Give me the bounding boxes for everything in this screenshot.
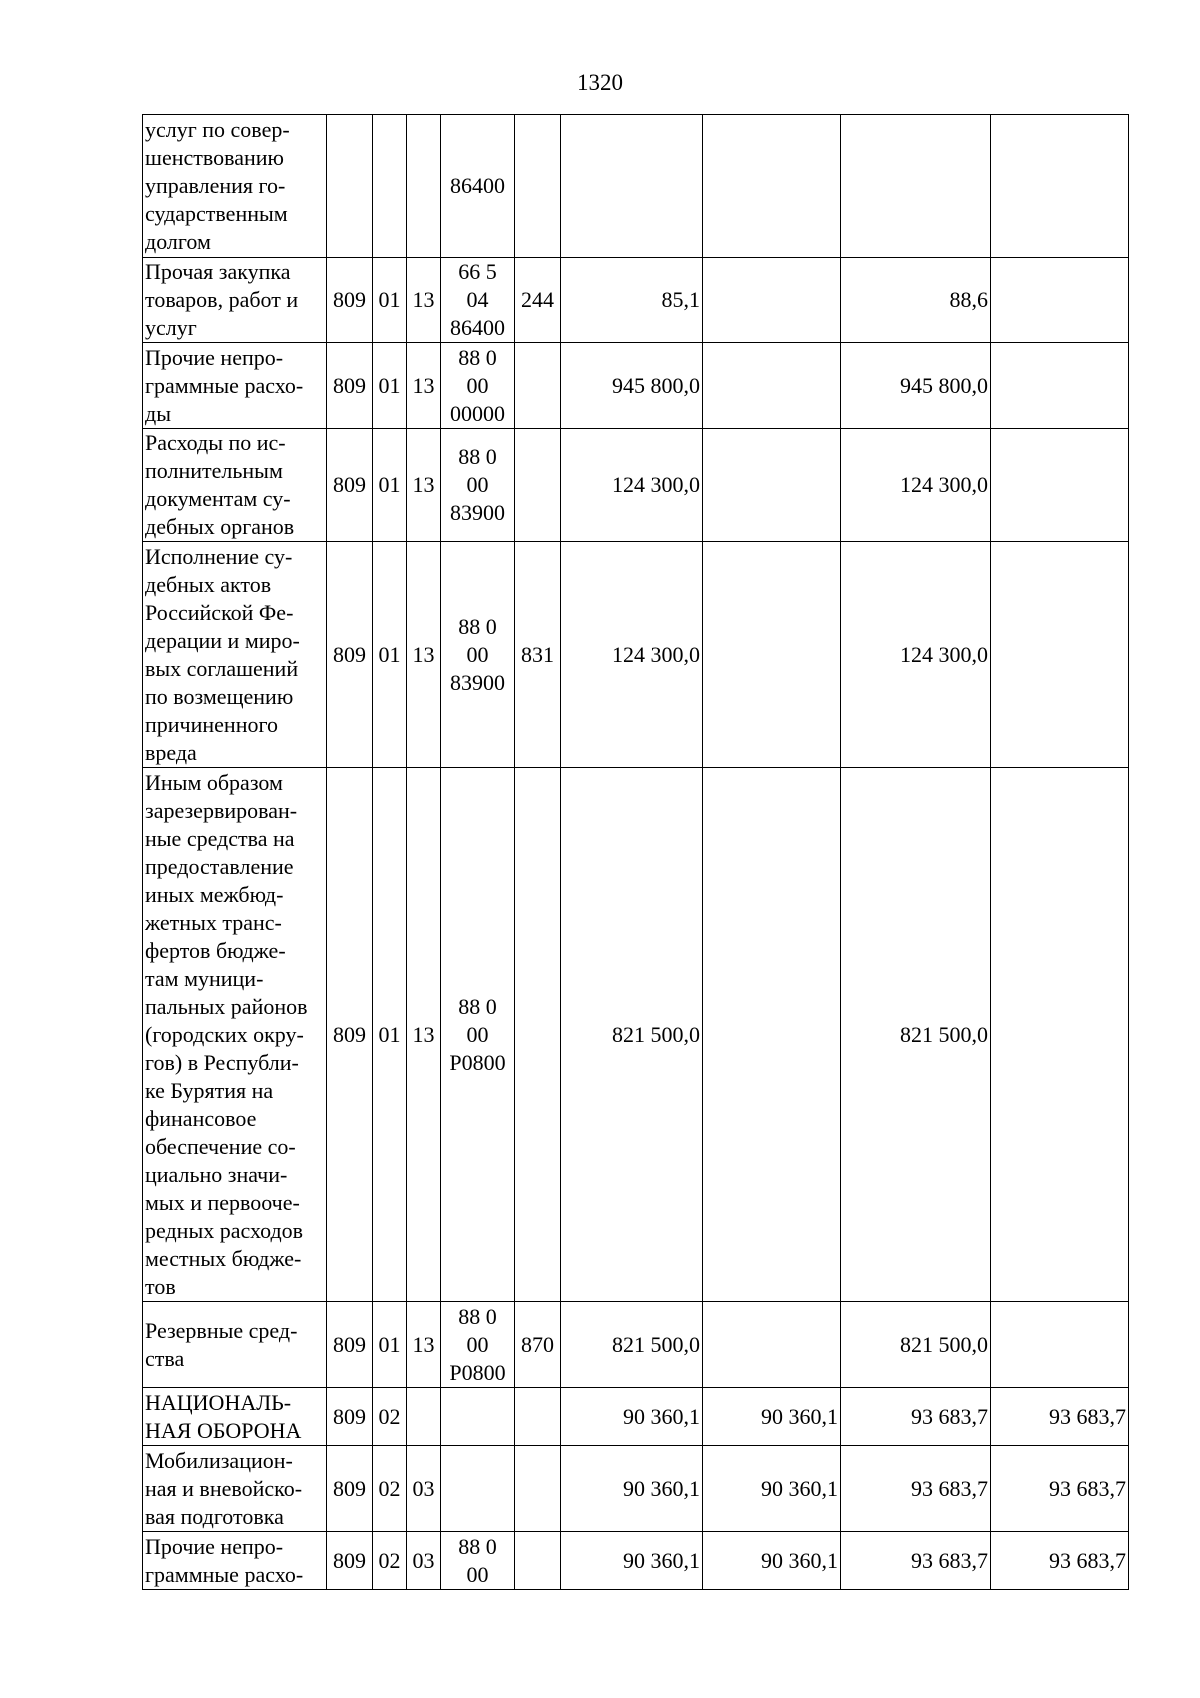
amount-cell-2 (703, 768, 841, 1302)
expense-name-line: Прочие непро- (145, 1533, 284, 1559)
expense-name-line: мых и первооче- (145, 1189, 300, 1215)
section-code-cell: 01 (373, 542, 407, 768)
table-row (143, 768, 1129, 1302)
expense-name-line: редных расходов (145, 1217, 304, 1243)
table-row (143, 542, 1129, 768)
expense-name-line: обеспечение со- (145, 1133, 296, 1159)
expense-name-line: тов (145, 1273, 176, 1299)
target-article-line: 86400 (450, 315, 505, 340)
target-article-line: 00 (466, 1021, 489, 1047)
expense-name-line: Прочая закупка (145, 259, 291, 284)
section-code-cell: 02 (373, 1532, 407, 1590)
target-article-line: 00 (466, 1331, 489, 1357)
amount-cell-3: 945 800,0 (841, 343, 991, 429)
expense-name-line: долгом (145, 229, 211, 254)
amount-cell-1: 945 800,0 (561, 343, 703, 429)
amount-cell-4 (991, 343, 1129, 429)
amount-cell-2 (703, 115, 841, 258)
section-code-cell: 02 (373, 1388, 407, 1446)
amount-cell-4 (991, 542, 1129, 768)
expense-type-cell (515, 1532, 561, 1590)
amount-cell-2 (703, 429, 841, 542)
grbs-code-cell: 809 (327, 542, 373, 768)
amount-cell-3: 93 683,7 (841, 1446, 991, 1532)
amount-cell-1: 85,1 (561, 258, 703, 343)
expense-name-line: Мобилизацион- (145, 1447, 293, 1473)
amount-cell-4: 93 683,7 (991, 1388, 1129, 1446)
amount-cell-4: 93 683,7 (991, 1532, 1129, 1590)
target-article-cell (441, 1388, 515, 1446)
expense-name-line: Прочие непро- (145, 344, 284, 370)
expense-name-line: пальных районов (145, 993, 308, 1019)
amount-cell-4 (991, 258, 1129, 343)
expense-type-cell (515, 1388, 561, 1446)
budget-table (142, 114, 1129, 1590)
amount-cell-3: 124 300,0 (841, 542, 991, 768)
target-article-line: 66 5 (458, 259, 497, 284)
target-article-line: Р0800 (449, 1359, 506, 1385)
target-article-line: 00 (466, 372, 489, 398)
amount-cell-2 (703, 542, 841, 768)
grbs-code-cell: 809 (327, 1388, 373, 1446)
target-article-line: 88 0 (458, 1303, 497, 1329)
expense-name-cell (143, 1532, 327, 1590)
table-row (143, 343, 1129, 429)
amount-cell-2: 90 360,1 (703, 1446, 841, 1532)
subsection-code-cell (407, 115, 441, 258)
amount-cell-1 (561, 115, 703, 258)
expense-name-line: (городских окру- (145, 1021, 304, 1047)
expense-name-line: вая подготовка (145, 1503, 284, 1529)
expense-name-line: ке Бурятия на (145, 1077, 274, 1103)
expense-name-line: вреда (145, 739, 197, 765)
subsection-code-cell: 13 (407, 343, 441, 429)
target-article-line: 00 (466, 641, 489, 667)
section-code-cell (373, 115, 407, 258)
expense-type-cell: 831 (515, 542, 561, 768)
target-article-cell (441, 429, 515, 542)
target-article-line: 00 (466, 1561, 489, 1587)
amount-cell-4 (991, 429, 1129, 542)
target-article-line: Р0800 (449, 1049, 506, 1075)
expense-name-line: ды (145, 400, 171, 426)
target-article-line: 00 (466, 472, 489, 497)
subsection-code-cell: 03 (407, 1532, 441, 1590)
expense-name-line: шенствованию (145, 145, 284, 170)
target-article-line: 00000 (450, 400, 505, 426)
expense-name-line: Иным образом (145, 769, 283, 795)
target-article-line: 83900 (450, 669, 505, 695)
expense-name-cell (143, 542, 327, 768)
section-code-cell: 01 (373, 429, 407, 542)
amount-cell-3: 821 500,0 (841, 1302, 991, 1388)
expense-name-line: ная и вневойско- (145, 1475, 303, 1501)
target-article-cell (441, 1532, 515, 1590)
amount-cell-3 (841, 115, 991, 258)
amount-cell-4 (991, 115, 1129, 258)
target-article-cell (441, 343, 515, 429)
expense-name-line: зарезервирован- (145, 797, 298, 823)
target-article-line: 88 0 (458, 613, 497, 639)
expense-type-cell: 870 (515, 1302, 561, 1388)
expense-name-cell (143, 115, 327, 258)
target-article-line: 88 0 (458, 444, 497, 469)
expense-name-cell (143, 258, 327, 343)
target-article-cell (441, 542, 515, 768)
amount-cell-1: 821 500,0 (561, 1302, 703, 1388)
section-code-cell: 01 (373, 1302, 407, 1388)
expense-name-line: иных межбюд- (145, 881, 284, 907)
target-article-line: 86400 (450, 173, 505, 198)
target-article-line: 88 0 (458, 993, 497, 1019)
subsection-code-cell: 13 (407, 768, 441, 1302)
subsection-code-cell: 13 (407, 429, 441, 542)
amount-cell-2: 90 360,1 (703, 1388, 841, 1446)
expense-name-line: НАЦИОНАЛЬ- (145, 1389, 292, 1415)
expense-type-cell (515, 115, 561, 258)
table-row (143, 1388, 1129, 1446)
subsection-code-cell: 13 (407, 1302, 441, 1388)
table-row (143, 1532, 1129, 1590)
table-row (143, 1446, 1129, 1532)
expense-name-line: по возмещению (145, 683, 294, 709)
section-code-cell: 01 (373, 258, 407, 343)
expense-name-cell (143, 429, 327, 542)
expense-name-line: Российской Фе- (145, 599, 294, 625)
section-code-cell: 01 (373, 343, 407, 429)
table-row (143, 258, 1129, 343)
grbs-code-cell (327, 115, 373, 258)
expense-name-line: услуг по совер- (145, 117, 290, 142)
expense-name-line: дерации и миро- (145, 627, 300, 653)
section-code-cell: 02 (373, 1446, 407, 1532)
expense-type-cell (515, 343, 561, 429)
amount-cell-1: 821 500,0 (561, 768, 703, 1302)
expense-name-cell (143, 1302, 327, 1388)
expense-name-line: документам су- (145, 486, 291, 511)
target-article-line: 04 (466, 287, 489, 312)
target-article-cell (441, 115, 515, 258)
expense-name-line: циально значи- (145, 1161, 288, 1187)
expense-name-cell (143, 343, 327, 429)
expense-name-line: вых соглашений (145, 655, 299, 681)
expense-name-line: гов) в Республи- (145, 1049, 299, 1075)
expense-name-line: граммные расхо- (145, 372, 304, 398)
expense-name-line: жетных транс- (145, 909, 282, 935)
grbs-code-cell: 809 (327, 768, 373, 1302)
expense-name-line: НАЯ ОБОРОНА (145, 1417, 302, 1443)
page-number: 1320 (577, 70, 623, 95)
subsection-code-cell: 03 (407, 1446, 441, 1532)
grbs-code-cell: 809 (327, 258, 373, 343)
grbs-code-cell: 809 (327, 1532, 373, 1590)
subsection-code-cell: 13 (407, 542, 441, 768)
expense-name-line: Резервные сред- (145, 1317, 298, 1343)
expense-name-line: финансовое (145, 1105, 257, 1131)
expense-name-line: дебных актов (145, 571, 272, 597)
expense-name-cell (143, 768, 327, 1302)
target-article-line: 88 0 (458, 344, 497, 370)
expense-name-line: услуг (145, 315, 197, 340)
expense-name-line: Расходы по ис- (145, 430, 286, 455)
expense-name-line: там муници- (145, 965, 264, 991)
expense-name-cell (143, 1388, 327, 1446)
grbs-code-cell: 809 (327, 1446, 373, 1532)
expense-type-cell (515, 429, 561, 542)
target-article-cell (441, 258, 515, 343)
amount-cell-1: 90 360,1 (561, 1532, 703, 1590)
amount-cell-4 (991, 768, 1129, 1302)
grbs-code-cell: 809 (327, 1302, 373, 1388)
expense-name-line: полнительным (145, 458, 283, 483)
target-article-line: 83900 (450, 500, 505, 525)
amount-cell-1: 124 300,0 (561, 429, 703, 542)
expense-name-line: дебных органов (145, 514, 295, 539)
amount-cell-4 (991, 1302, 1129, 1388)
expense-name-line: предоставление (145, 853, 294, 879)
amount-cell-3: 88,6 (841, 258, 991, 343)
amount-cell-2 (703, 343, 841, 429)
subsection-code-cell (407, 1388, 441, 1446)
grbs-code-cell: 809 (327, 343, 373, 429)
section-code-cell: 01 (373, 768, 407, 1302)
table-row (143, 115, 1129, 258)
expense-name-line: местных бюдже- (145, 1245, 302, 1271)
amount-cell-3: 124 300,0 (841, 429, 991, 542)
expense-name-line: причиненного (145, 711, 278, 737)
expense-name-line: ные средства на (145, 825, 295, 851)
amount-cell-2 (703, 1302, 841, 1388)
expense-name-cell (143, 1446, 327, 1532)
expense-name-line: управления го- (145, 173, 286, 198)
amount-cell-1: 124 300,0 (561, 542, 703, 768)
target-article-cell (441, 768, 515, 1302)
expense-name-line: сударственным (145, 201, 288, 226)
expense-name-line: ства (145, 1345, 185, 1371)
amount-cell-2: 90 360,1 (703, 1532, 841, 1590)
expense-type-cell: 244 (515, 258, 561, 343)
target-article-line: 88 0 (458, 1533, 497, 1559)
amount-cell-1: 90 360,1 (561, 1388, 703, 1446)
target-article-cell (441, 1446, 515, 1532)
expense-name-line: граммные расхо- (145, 1561, 304, 1587)
amount-cell-2 (703, 258, 841, 343)
amount-cell-3: 93 683,7 (841, 1532, 991, 1590)
amount-cell-3: 821 500,0 (841, 768, 991, 1302)
expense-name-line: Исполнение су- (145, 543, 293, 569)
amount-cell-1: 90 360,1 (561, 1446, 703, 1532)
subsection-code-cell: 13 (407, 258, 441, 343)
expense-type-cell (515, 1446, 561, 1532)
table-row (143, 429, 1129, 542)
expense-type-cell (515, 768, 561, 1302)
grbs-code-cell: 809 (327, 429, 373, 542)
table-row (143, 1302, 1129, 1388)
target-article-cell (441, 1302, 515, 1388)
expense-name-line: товаров, работ и (145, 287, 299, 312)
expense-name-line: фертов бюдже- (145, 937, 286, 963)
amount-cell-4: 93 683,7 (991, 1446, 1129, 1532)
amount-cell-3: 93 683,7 (841, 1388, 991, 1446)
